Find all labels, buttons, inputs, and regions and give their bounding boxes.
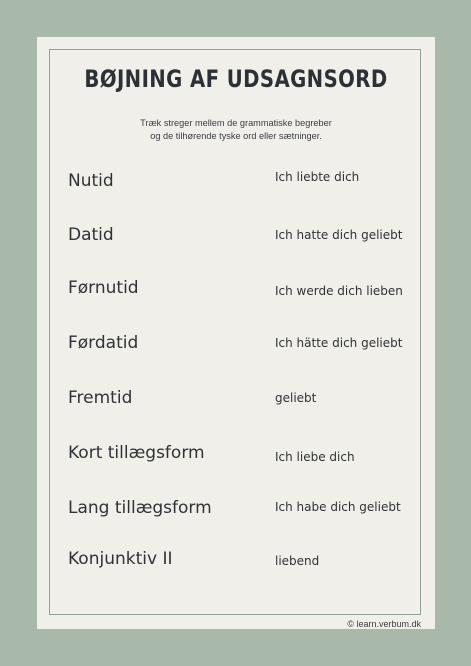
worksheet bbox=[37, 37, 435, 629]
phrase-item: Ich hatte dich geliebt bbox=[275, 228, 403, 242]
phrase-item: Ich hätte dich geliebt bbox=[275, 336, 403, 350]
term-item: Kort tillægsform bbox=[68, 443, 205, 463]
term-item: Førnutid bbox=[68, 278, 139, 298]
term-item: Datid bbox=[68, 225, 114, 245]
instructions bbox=[37, 117, 435, 143]
phrase-item: Ich liebte dich bbox=[275, 170, 360, 184]
instructions-line-1: Træk streger mellem de grammatiske begreber bbox=[140, 118, 332, 128]
term-item: Førdatid bbox=[68, 333, 139, 353]
phrase-item: Ich werde dich lieben bbox=[275, 284, 403, 298]
instructions-line-2: og de tilhørende tyske ord eller sætninger. bbox=[150, 131, 322, 141]
copyright-notice: © learn.verbum.dk bbox=[347, 619, 421, 629]
term-item: Konjunktiv II bbox=[68, 549, 173, 569]
phrase-item: geliebt bbox=[275, 391, 317, 405]
term-item: Lang tillægsform bbox=[68, 498, 212, 518]
phrase-item: liebend bbox=[275, 554, 320, 568]
worksheet-title: BØJNING AF UDSAGNSORD bbox=[84, 65, 388, 93]
phrase-item: Ich habe dich geliebt bbox=[275, 500, 401, 514]
term-item: Fremtid bbox=[68, 388, 133, 408]
term-item: Nutid bbox=[68, 171, 114, 191]
phrase-item: Ich liebe dich bbox=[275, 450, 355, 464]
